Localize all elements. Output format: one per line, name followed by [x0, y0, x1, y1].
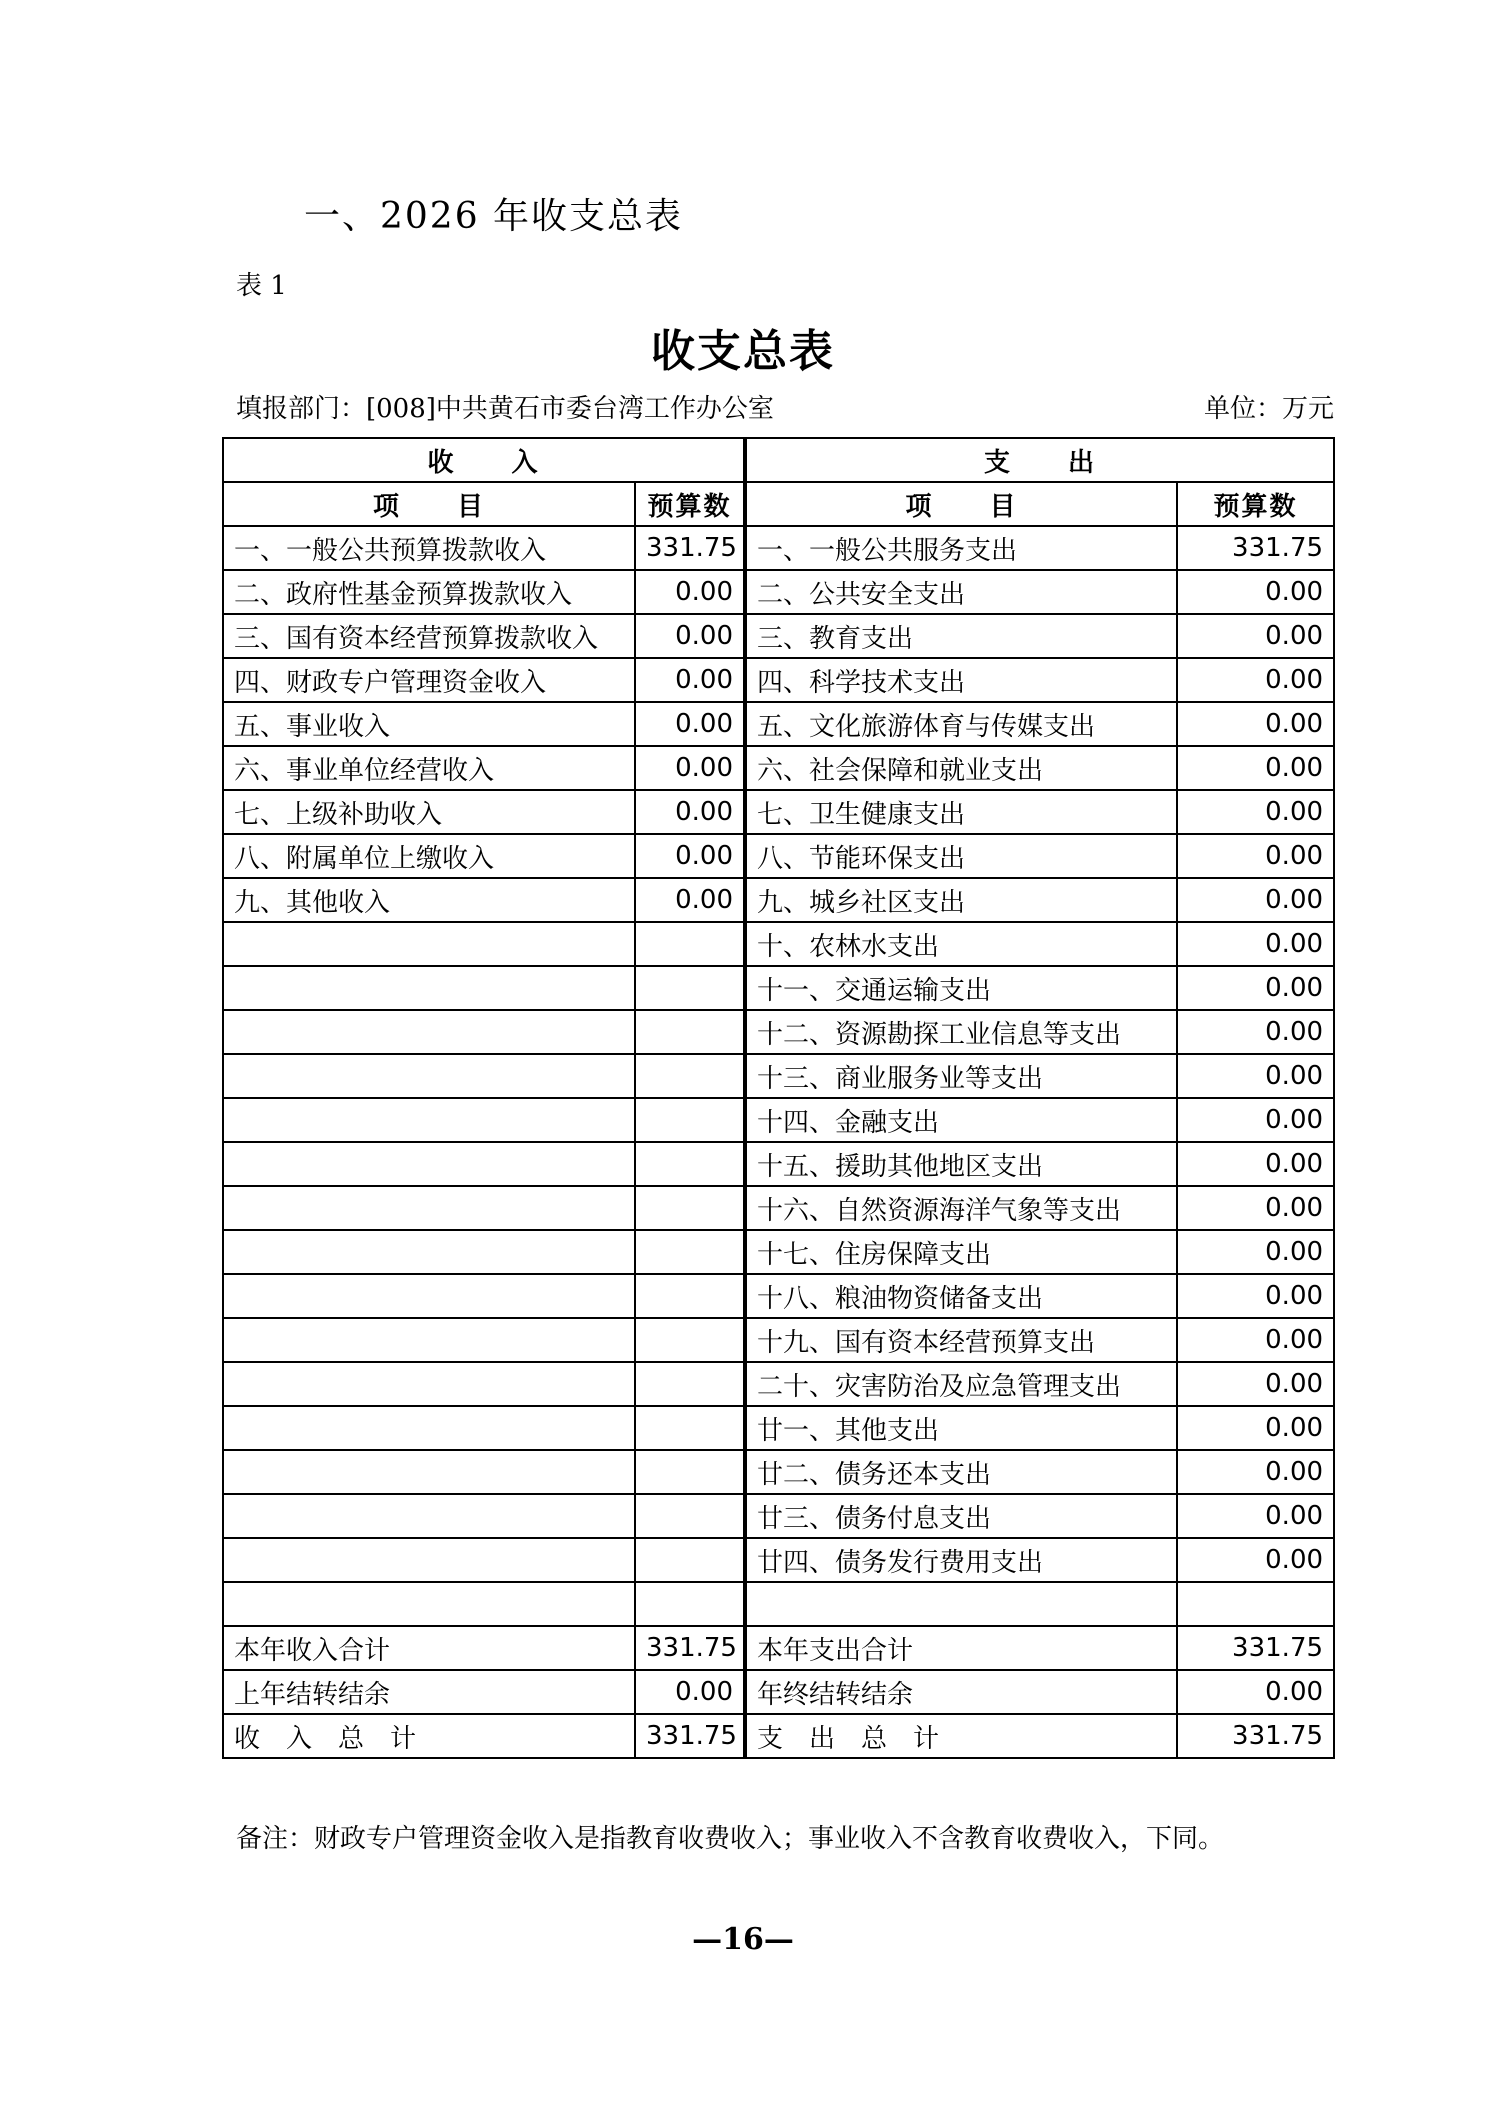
- table-row: [223, 790, 1334, 834]
- table-row: [223, 922, 1334, 966]
- expense-item-cell: 三、教育支出: [745, 614, 1177, 658]
- table-row: [223, 1582, 1334, 1626]
- income-value-cell: [635, 1230, 745, 1274]
- income-item-cell: 七、上级补助收入: [223, 790, 635, 834]
- expense-item-cell: 十四、金融支出: [745, 1098, 1177, 1142]
- table-row: [223, 1230, 1334, 1274]
- expense-item-cell: 五、文化旅游体育与传媒支出: [745, 702, 1177, 746]
- income-value-cell: [635, 1450, 745, 1494]
- income-value-cell: [635, 1582, 745, 1626]
- expense-item-cell: 十八、粮油物资储备支出: [745, 1274, 1177, 1318]
- expense-value-cell: 0.00: [1177, 1494, 1334, 1538]
- expense-value-cell: 0.00: [1177, 1186, 1334, 1230]
- expense-value-cell: 0.00: [1177, 1274, 1334, 1318]
- expense-value-cell: 0.00: [1177, 790, 1334, 834]
- income-value-cell: [635, 922, 745, 966]
- expense-item-cell: 廿四、债务发行费用支出: [745, 1538, 1177, 1582]
- income-item-cell: [223, 1186, 635, 1230]
- expense-value-cell: 0.00: [1177, 1362, 1334, 1406]
- income-item-cell: [223, 1230, 635, 1274]
- income-value-cell: [635, 1274, 745, 1318]
- expense-value-cell: 0.00: [1177, 1670, 1334, 1714]
- income-item-cell: [223, 1054, 635, 1098]
- expense-value-cell: 331.75: [1177, 1626, 1334, 1670]
- table-row: [223, 1538, 1334, 1582]
- expense-item-cell: 十、农林水支出: [745, 922, 1177, 966]
- income-value-cell: [635, 1362, 745, 1406]
- unit-label: 单位：万元: [1203, 394, 1334, 424]
- income-value-cell: 0.00: [635, 702, 745, 746]
- expense-value-cell: 0.00: [1177, 658, 1334, 702]
- expense-budget-header: 预算数: [1177, 482, 1334, 526]
- income-value-cell: [635, 1142, 745, 1186]
- expense-item-cell: 一、一般公共服务支出: [745, 526, 1177, 570]
- expense-item-cell: 廿三、债务付息支出: [745, 1494, 1177, 1538]
- income-value-cell: 331.75: [635, 1714, 745, 1758]
- table-row: [223, 1098, 1334, 1142]
- table-row: [223, 1274, 1334, 1318]
- income-value-cell: [635, 1318, 745, 1362]
- table-row: [223, 834, 1334, 878]
- income-item-cell: 上年结转结余: [223, 1670, 635, 1714]
- table-row: [223, 526, 1334, 570]
- income-item-cell: [223, 966, 635, 1010]
- header-row-sections: [223, 438, 1334, 482]
- expense-value-cell: 0.00: [1177, 1318, 1334, 1362]
- income-value-cell: 0.00: [635, 834, 745, 878]
- expense-value-cell: 0.00: [1177, 922, 1334, 966]
- expense-item-cell: 四、科学技术支出: [745, 658, 1177, 702]
- expense-value-cell: 0.00: [1177, 570, 1334, 614]
- income-item-cell: 五、事业收入: [223, 702, 635, 746]
- income-value-cell: [635, 966, 745, 1010]
- income-header: 收 入: [223, 438, 745, 482]
- income-value-cell: [635, 1098, 745, 1142]
- income-item-cell: [223, 1582, 635, 1626]
- income-value-cell: [635, 1010, 745, 1054]
- expense-value-cell: 0.00: [1177, 1450, 1334, 1494]
- income-value-cell: [635, 1494, 745, 1538]
- section-heading: 一、2026 年收支总表: [304, 196, 684, 237]
- income-item-cell: 八、附属单位上缴收入: [223, 834, 635, 878]
- income-item-cell: 四、财政专户管理资金收入: [223, 658, 635, 702]
- table-row: [223, 1626, 1334, 1670]
- table-row: [223, 1494, 1334, 1538]
- income-value-cell: 331.75: [635, 1626, 745, 1670]
- expense-header: 支 出: [745, 438, 1334, 482]
- expense-item-cell: 七、卫生健康支出: [745, 790, 1177, 834]
- table-number: 表 1: [236, 271, 287, 301]
- expense-item-cell: 廿二、债务还本支出: [745, 1450, 1177, 1494]
- income-value-cell: 0.00: [635, 1670, 745, 1714]
- income-budget-header: 预算数: [635, 482, 745, 526]
- expense-item-header: 项 目: [745, 482, 1177, 526]
- page-number: —16—: [692, 1922, 794, 1957]
- income-value-cell: 0.00: [635, 746, 745, 790]
- income-item-cell: 九、其他收入: [223, 878, 635, 922]
- income-value-cell: 0.00: [635, 790, 745, 834]
- expense-item-cell: 十五、援助其他地区支出: [745, 1142, 1177, 1186]
- income-item-cell: [223, 1450, 635, 1494]
- table-row: [223, 1142, 1334, 1186]
- table-row: [223, 1054, 1334, 1098]
- income-value-cell: 0.00: [635, 878, 745, 922]
- expense-item-cell: 十七、住房保障支出: [745, 1230, 1177, 1274]
- income-item-cell: 收入总计: [223, 1714, 635, 1758]
- expense-value-cell: 0.00: [1177, 1230, 1334, 1274]
- expense-value-cell: 0.00: [1177, 1538, 1334, 1582]
- income-value-cell: 0.00: [635, 658, 745, 702]
- table-row: [223, 1450, 1334, 1494]
- income-item-cell: 本年收入合计: [223, 1626, 635, 1670]
- expense-value-cell: 0.00: [1177, 746, 1334, 790]
- table-row: [223, 614, 1334, 658]
- income-item-cell: [223, 1538, 635, 1582]
- footnote: 备注：财政专户管理资金收入是指教育收费收入；事业收入不含教育收费收入，下同。: [236, 1824, 1225, 1854]
- expense-item-cell: 九、城乡社区支出: [745, 878, 1177, 922]
- expense-item-cell: 十一、交通运输支出: [745, 966, 1177, 1010]
- expense-item-cell: 二、公共安全支出: [745, 570, 1177, 614]
- income-item-cell: [223, 1362, 635, 1406]
- table-row: [223, 966, 1334, 1010]
- income-item-cell: [223, 1010, 635, 1054]
- income-item-header: 项 目: [223, 482, 635, 526]
- expense-value-cell: [1177, 1582, 1334, 1626]
- income-item-cell: 六、事业单位经营收入: [223, 746, 635, 790]
- expense-value-cell: 0.00: [1177, 966, 1334, 1010]
- header-row-columns: [223, 482, 1334, 526]
- income-item-cell: [223, 1406, 635, 1450]
- filler-department: 填报部门：[008]中共黄石市委台湾工作办公室: [236, 394, 774, 424]
- income-item-cell: [223, 1098, 635, 1142]
- expense-item-cell: 二十、灾害防治及应急管理支出: [745, 1362, 1177, 1406]
- page-title: 收支总表: [651, 326, 835, 377]
- income-item-cell: [223, 1318, 635, 1362]
- income-item-cell: [223, 1142, 635, 1186]
- expense-item-cell: 十三、商业服务业等支出: [745, 1054, 1177, 1098]
- expense-value-cell: 0.00: [1177, 1098, 1334, 1142]
- expense-value-cell: 0.00: [1177, 1054, 1334, 1098]
- table-row: [223, 1010, 1334, 1054]
- table-row: [223, 746, 1334, 790]
- income-item-cell: 三、国有资本经营预算拨款收入: [223, 614, 635, 658]
- expense-value-cell: 0.00: [1177, 702, 1334, 746]
- expense-value-cell: 0.00: [1177, 1142, 1334, 1186]
- table-row: [223, 702, 1334, 746]
- income-item-cell: [223, 922, 635, 966]
- income-value-cell: [635, 1054, 745, 1098]
- table-row: [223, 658, 1334, 702]
- expense-item-cell: [745, 1582, 1177, 1626]
- income-item-cell: 二、政府性基金预算拨款收入: [223, 570, 635, 614]
- expense-item-cell: 十二、资源勘探工业信息等支出: [745, 1010, 1177, 1054]
- expense-item-cell: 廿一、其他支出: [745, 1406, 1177, 1450]
- income-item-cell: [223, 1274, 635, 1318]
- expense-value-cell: 331.75: [1177, 526, 1334, 570]
- table-row: [223, 1318, 1334, 1362]
- income-item-cell: [223, 1494, 635, 1538]
- expense-item-cell: 十九、国有资本经营预算支出: [745, 1318, 1177, 1362]
- income-value-cell: [635, 1406, 745, 1450]
- expense-value-cell: 0.00: [1177, 614, 1334, 658]
- income-value-cell: 331.75: [635, 526, 745, 570]
- expense-value-cell: 0.00: [1177, 878, 1334, 922]
- table-row: [223, 1406, 1334, 1450]
- budget-table: [222, 437, 1335, 1759]
- expense-value-cell: 331.75: [1177, 1714, 1334, 1758]
- expense-value-cell: 0.00: [1177, 1406, 1334, 1450]
- income-item-cell: 一、一般公共预算拨款收入: [223, 526, 635, 570]
- table-row: [223, 878, 1334, 922]
- expense-item-cell: 六、社会保障和就业支出: [745, 746, 1177, 790]
- income-value-cell: 0.00: [635, 614, 745, 658]
- income-value-cell: [635, 1186, 745, 1230]
- table-row: [223, 1362, 1334, 1406]
- expense-item-cell: 支出总计: [745, 1714, 1177, 1758]
- income-value-cell: 0.00: [635, 570, 745, 614]
- table-row: [223, 570, 1334, 614]
- expense-item-cell: 十六、自然资源海洋气象等支出: [745, 1186, 1177, 1230]
- expense-item-cell: 本年支出合计: [745, 1626, 1177, 1670]
- expense-value-cell: 0.00: [1177, 1010, 1334, 1054]
- expense-item-cell: 八、节能环保支出: [745, 834, 1177, 878]
- income-value-cell: [635, 1538, 745, 1582]
- table-row: [223, 1670, 1334, 1714]
- expense-value-cell: 0.00: [1177, 834, 1334, 878]
- expense-item-cell: 年终结转结余: [745, 1670, 1177, 1714]
- table-row: [223, 1186, 1334, 1230]
- total-row: [223, 1714, 1334, 1758]
